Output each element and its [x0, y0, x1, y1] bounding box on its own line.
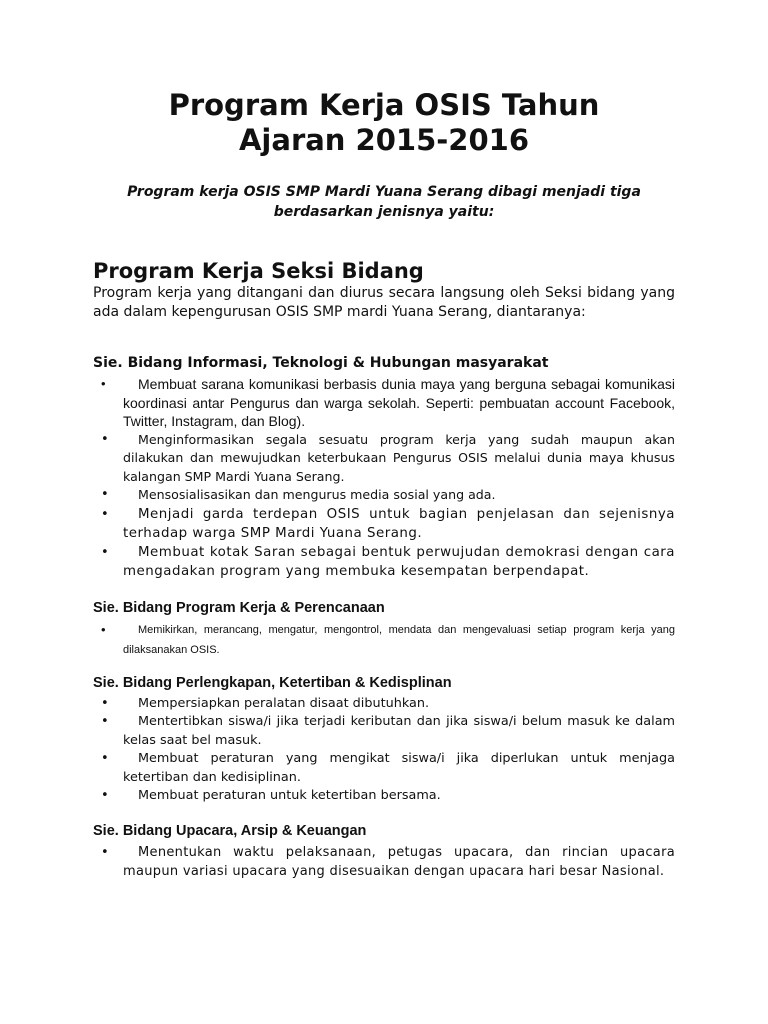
bullet-icon: •: [101, 714, 109, 729]
title-line-1: Program Kerja OSIS Tahun: [168, 88, 600, 122]
subsection-heading: Sie. Bidang Informasi, Teknologi & Hubungan masyarakat: [93, 355, 549, 371]
list-item-text: Menentukan waktu pelaksanaan, petugas upacara, dan rincian upacara maupun variasi upacara yang disesuaikan dengan upacara hari besar Nasional.: [123, 844, 675, 879]
subsection-upacara: [93, 822, 675, 881]
list-item-text: Membuat sarana komunikasi berbasis dunia maya yang berguna sebagai komunikasi koordinasi antar Pengurus dan warga sekolah. Seperti: pembuatan account Facebook, Twitter, Instagram, dan Blog).: [123, 376, 675, 429]
bullet-icon: •: [101, 506, 110, 522]
bullet-icon: •: [101, 376, 106, 391]
list-item: [93, 505, 675, 543]
list-item-text: Menjadi garda terdepan OSIS untuk bagian penjelasan dan sejenisnya terhadap warga SMP Mardi Yuana Serang.: [123, 506, 675, 541]
list-item-text: Menginformasikan segala sesuatu program kerja yang sudah maupun akan dilakukan dan mewujudkan keterbukaan Pengurus OSIS melalui dunia maya khusus kalangan SMP Mardi Yuana Serang.: [123, 431, 675, 484]
list-item-text: Mensosialisasikan dan mengurus media sosial yang ada.: [138, 487, 496, 502]
list-item: [93, 431, 675, 487]
list-item: [93, 486, 675, 505]
list-item-text: Membuat peraturan untuk ketertiban bersama.: [138, 788, 441, 803]
bullet-icon: •: [101, 621, 106, 637]
list-item: [93, 713, 675, 750]
list-item: [93, 543, 675, 581]
bullet-icon: •: [101, 844, 109, 860]
page-title: [93, 0, 675, 158]
list-item: [93, 787, 675, 806]
subsection-perlengkapan: [93, 674, 675, 806]
subsection-heading: Sie. Bidang Program Kerja & Perencanaan: [93, 599, 385, 616]
bullet-icon: •: [101, 751, 109, 766]
list-item: [93, 750, 675, 787]
list-item-text: Mentertibkan siswa/i jika terjadi keributan dan jika siswa/i belum masuk ke dalam kelas saat bel masuk.: [123, 714, 675, 748]
subsection-heading: Sie. Bidang Upacara, Arsip & Keuangan: [93, 822, 367, 839]
list-item: [93, 620, 675, 660]
list-item: [93, 695, 675, 714]
item-list: [93, 620, 675, 660]
list-item-text: Membuat peraturan yang mengikat siswa/i jika diperlukan untuk menjaga ketertiban dan kedisiplinan.: [123, 751, 675, 785]
item-list: [93, 375, 675, 581]
bullet-icon: •: [101, 431, 109, 447]
list-item-text: Membuat kotak Saran sebagai bentuk perwujudan demokrasi dengan cara mengadakan program yang membuka kesempatan berpendapat.: [123, 544, 675, 579]
list-item: [93, 843, 675, 881]
bullet-icon: •: [101, 695, 109, 711]
subsection-heading: Sie. Bidang Perlengkapan, Ketertiban & Kedisplinan: [93, 674, 452, 691]
section-heading: Program Kerja Seksi Bidang: [93, 259, 424, 283]
subsection-program-kerja: [93, 599, 675, 660]
subsection-informasi: [93, 354, 675, 581]
bullet-icon: •: [101, 544, 110, 560]
item-list: [93, 695, 675, 806]
list-item-text: Memikirkan, merancang, mengatur, mengontrol, mendata dan mengevaluasi setiap program kerja yang dilaksanakan OSIS.: [123, 623, 675, 656]
title-line-2: Ajaran 2015-2016: [238, 123, 530, 157]
bullet-icon: •: [101, 487, 109, 502]
bullet-icon: •: [101, 788, 109, 803]
list-item-text: Mempersiapkan peralatan disaat dibutuhkan.: [138, 695, 430, 711]
list-item: [93, 375, 675, 431]
section-description: Program kerja yang ditangani dan diurus secara langsung oleh Seksi bidang yang ada dalam kepengurusan OSIS SMP mardi Yuana Serang, diantaranya:: [93, 285, 675, 320]
page-subtitle: Program kerja OSIS SMP Mardi Yuana Serang dibagi menjadi tiga berdasarkan jenisnya yaitu:: [127, 184, 641, 220]
item-list: [93, 843, 675, 881]
